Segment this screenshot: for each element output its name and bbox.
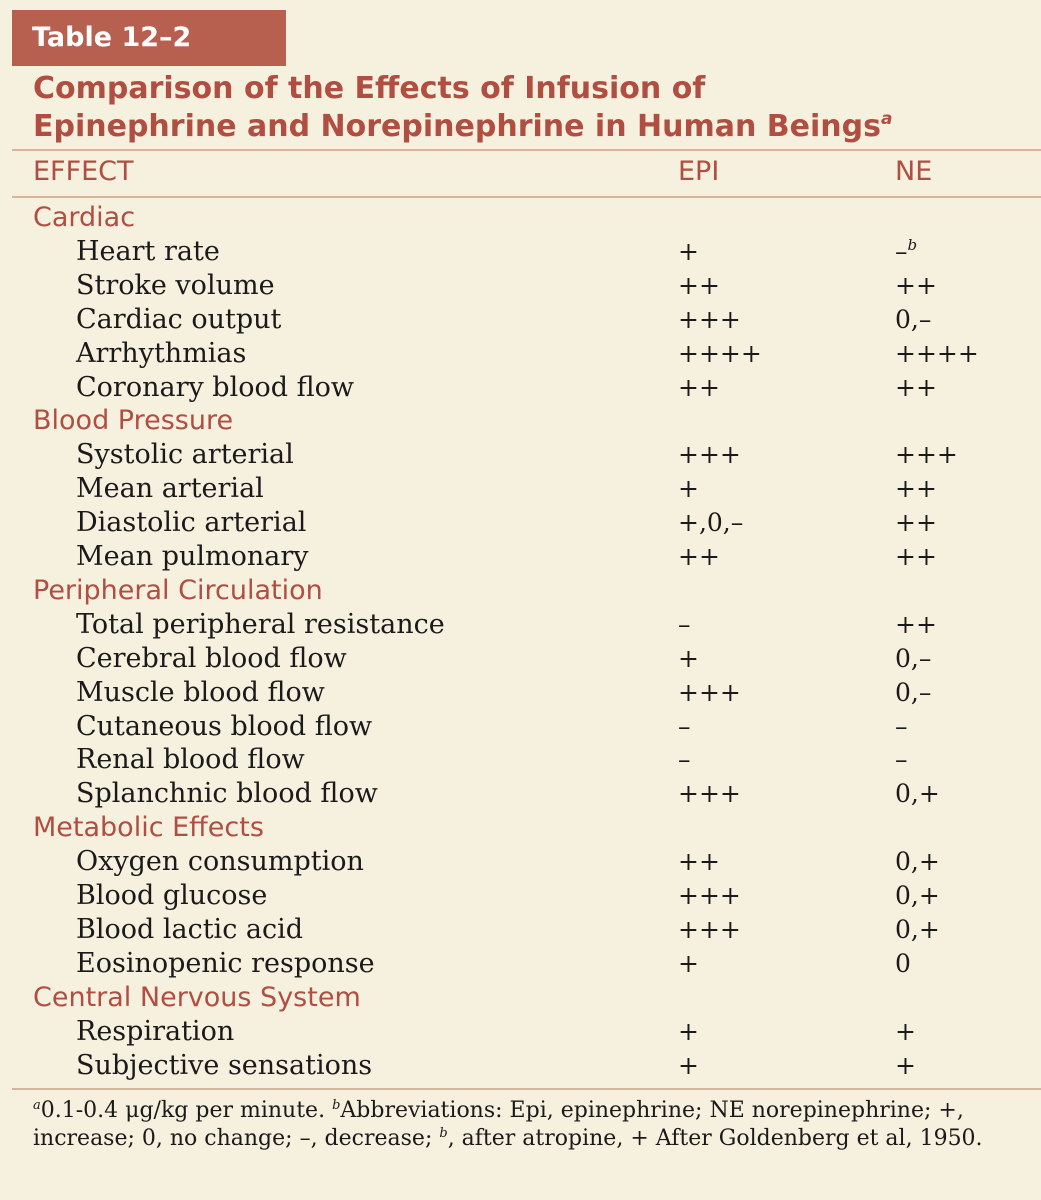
epi-value: +	[678, 474, 699, 504]
ne-value-cell	[895, 1015, 916, 1049]
ne-value: +++	[895, 440, 958, 470]
epi-value: +	[678, 1016, 699, 1046]
ne-value-cell	[895, 235, 917, 269]
category-row	[0, 981, 1041, 1015]
ne-value: 0,+	[895, 914, 940, 944]
table-row	[0, 506, 1041, 540]
column-header-epi: EPI	[678, 156, 720, 187]
ne-value: +	[895, 1016, 916, 1046]
table-row	[0, 879, 1041, 913]
epi-value: ++	[678, 372, 720, 402]
effect-label: Subjective sensations	[76, 1049, 373, 1081]
ne-value: –	[895, 745, 908, 775]
epi-value: +++	[678, 304, 741, 334]
ne-value-cell	[895, 540, 937, 574]
table-row	[0, 337, 1041, 371]
effect-label: Respiration	[76, 1015, 235, 1047]
ne-value-cell	[895, 337, 979, 371]
epi-value: –	[678, 745, 691, 775]
effect-label: Muscle blood flow	[76, 676, 325, 708]
epi-value: ++	[678, 847, 720, 877]
ne-value: ++	[895, 372, 937, 402]
effect-label: Mean arterial	[76, 473, 264, 505]
footnote-marker-b-2: b	[439, 1126, 448, 1141]
category-row	[0, 404, 1041, 438]
ne-value-cell	[895, 845, 940, 879]
category-row	[0, 574, 1041, 608]
table-row	[0, 472, 1041, 506]
category-label: Blood Pressure	[33, 405, 234, 437]
ne-value-cell	[895, 743, 908, 777]
epi-value: +++	[678, 881, 741, 910]
ne-value: 0	[895, 948, 911, 978]
ne-value-cell	[895, 472, 937, 506]
table-row	[0, 1049, 1041, 1083]
table-row	[0, 438, 1041, 472]
ne-value-cell	[895, 269, 937, 303]
ne-value: –	[895, 236, 908, 266]
epi-value: +	[678, 1050, 699, 1080]
epi-value: +++	[678, 440, 741, 470]
category-label: Peripheral Circulation	[33, 574, 323, 606]
ne-value: ++	[895, 542, 937, 571]
ne-value: ++++	[895, 338, 979, 368]
effect-label: Cerebral blood flow	[76, 642, 347, 674]
header-bottom-rule	[12, 196, 1041, 198]
footnote-text-2: Abbreviations: Epi, epinephrine; NE norepinephrine; +, increase; 0, no change; –, decrease;	[33, 1098, 964, 1151]
ne-value: 0,–	[895, 304, 932, 334]
epi-value: ++	[678, 270, 720, 300]
epi-value: +	[678, 643, 699, 673]
effect-label: Renal blood flow	[76, 744, 305, 776]
ne-value: 0,+	[895, 881, 940, 910]
effect-label: Diastolic arterial	[76, 507, 307, 539]
footnote-rule	[12, 1088, 1041, 1090]
table-row	[0, 777, 1041, 811]
table-row	[0, 608, 1041, 642]
ne-value-cell	[895, 608, 937, 642]
ne-value-cell	[895, 676, 931, 710]
epi-value: +++	[678, 779, 741, 809]
effect-label: Cutaneous blood flow	[76, 710, 373, 742]
footnote-text-3: , after atropine, + After Goldenberg et al, 1950.	[447, 1126, 983, 1151]
epi-value: –	[678, 711, 691, 741]
ne-value: 0,+	[895, 779, 940, 809]
epi-value: –	[678, 609, 691, 639]
effect-label: Systolic arterial	[76, 439, 294, 471]
table-row	[0, 710, 1041, 744]
ne-value-cell	[895, 947, 911, 981]
ne-value-cell	[895, 913, 940, 947]
effect-label: Arrhythmias	[76, 337, 247, 369]
title-footnote-marker: a	[880, 109, 893, 129]
table-row	[0, 540, 1041, 574]
footnote	[33, 1097, 1023, 1153]
effect-label: Coronary blood flow	[76, 371, 354, 403]
ne-value: +	[895, 1050, 916, 1080]
ne-value-cell	[895, 303, 931, 337]
ne-value: –	[895, 711, 908, 741]
ne-value: ++	[895, 609, 937, 639]
table-row	[0, 676, 1041, 710]
header-top-rule	[12, 149, 1041, 151]
category-label: Cardiac	[33, 202, 136, 233]
effect-label: Eosinopenic response	[76, 947, 375, 979]
ne-value: ++	[895, 474, 937, 504]
ne-value: 0,–	[895, 643, 932, 673]
epi-value: ++++	[678, 338, 762, 368]
effect-label: Cardiac output	[76, 303, 282, 335]
table-row	[0, 235, 1041, 269]
effect-label: Blood lactic acid	[76, 913, 304, 945]
table-row	[0, 303, 1041, 337]
table-row	[0, 845, 1041, 879]
epi-value: +	[678, 236, 699, 266]
effect-label: Splanchnic blood flow	[76, 778, 378, 810]
ne-value-cell	[895, 642, 931, 676]
column-header-effect: EFFECT	[33, 156, 134, 187]
table-row	[0, 642, 1041, 676]
table-label: Table 12–2	[12, 10, 286, 66]
epi-value: +++	[678, 677, 741, 707]
category-label: Metabolic Effects	[33, 812, 264, 844]
ne-value: 0,–	[895, 677, 932, 707]
category-row	[0, 811, 1041, 845]
effect-label: Total peripheral resistance	[76, 608, 445, 640]
effect-label: Stroke volume	[76, 269, 275, 301]
effect-label: Mean pulmonary	[76, 541, 309, 572]
footnote-text-1: 0.1-0.4 μg/kg per minute.	[40, 1098, 333, 1123]
epi-value: ++	[678, 542, 720, 571]
table-row	[0, 371, 1041, 405]
table-row	[0, 743, 1041, 777]
title-line-1: Comparison of the Effects of Infusion of	[33, 71, 706, 106]
ne-value-cell	[895, 371, 937, 405]
ne-value-cell	[895, 777, 940, 811]
ne-value-cell	[895, 879, 940, 913]
epi-value: +	[678, 948, 699, 978]
ne-value-cell	[895, 710, 908, 744]
epi-value: +,0,–	[678, 508, 744, 538]
effect-label: Heart rate	[76, 235, 220, 267]
effect-label: Blood glucose	[76, 880, 268, 911]
ne-value: ++	[895, 270, 937, 300]
table-row	[0, 1015, 1041, 1049]
column-header-ne: NE	[895, 156, 933, 187]
epi-value: +++	[678, 914, 741, 944]
table-row	[0, 947, 1041, 981]
title-line-2: Epinephrine and Norepinephrine in Human Beings	[33, 109, 881, 144]
footnote-marker-b: b	[332, 1098, 341, 1113]
table-row	[0, 913, 1041, 947]
footnote-marker-a: a	[33, 1098, 41, 1113]
table-row	[0, 269, 1041, 303]
ne-value: ++	[895, 508, 937, 538]
ne-footnote-marker: b	[907, 235, 918, 254]
effect-label: Oxygen consumption	[76, 846, 364, 878]
ne-value-cell	[895, 1049, 916, 1083]
category-row	[0, 201, 1041, 235]
category-label: Central Nervous System	[33, 981, 361, 1013]
ne-value-cell	[895, 506, 937, 540]
table-title	[33, 70, 1033, 146]
ne-value-cell	[895, 438, 958, 472]
ne-value: 0,+	[895, 847, 940, 877]
